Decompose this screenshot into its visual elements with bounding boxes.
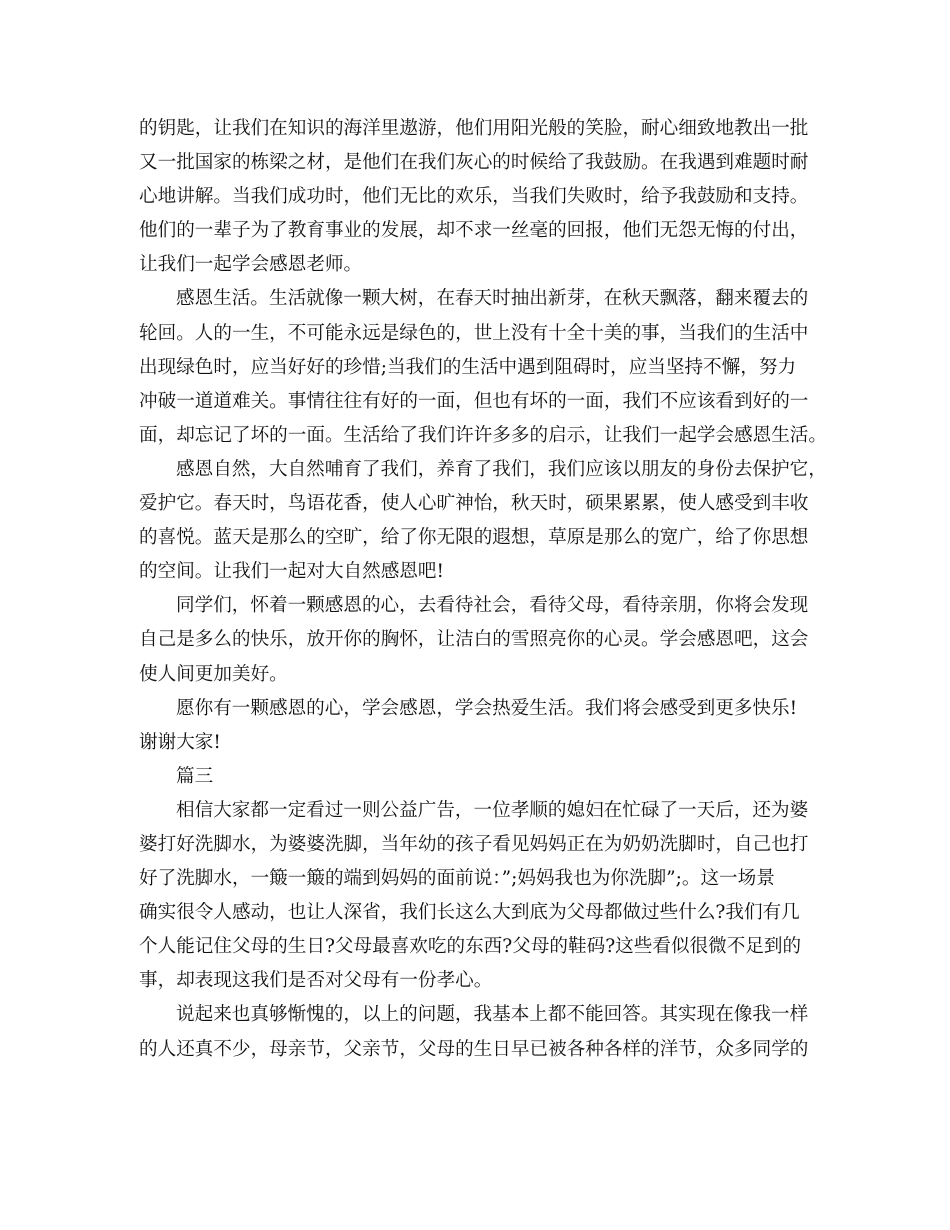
text-line: 感恩生活。生活就像一颗大树，在春天时抽出新芽，在秋天飘落，翻来覆去的 [176,288,809,310]
text-line: 的钥匙，让我们在知识的海洋里遨游，他们用阳光般的笑脸，耐心细致地教出一批 [139,118,809,139]
text-line: 的人还真不少，母亲节，父亲节，父母的生日早已被各种各样的洋节，众多同学的 [139,1038,809,1060]
text-line: 轮回。人的一生，不可能永远是绿色的，世上没有十全十美的事，当我们的生活中 [139,322,809,344]
text-line: 心地讲解。当我们成功时，他们无比的欢乐，当我们失败时，给予我鼓励和支持。 [139,186,809,208]
text-line: 又一批国家的栋梁之材，是他们在我们灰心的时候给了我鼓励。在我遇到难题时耐 [139,152,809,174]
text-line: 愿你有一颗感恩的心，学会感恩，学会热爱生活。我们将会感受到更多快乐! [176,697,798,719]
document-body [139,112,827,1067]
text-line: 婆打好洗脚水，为婆婆洗脚，当年幼的孩子看见妈妈正在为奶奶洗脚时，自己也打 [139,833,809,855]
text-line: 爱护它。春天时，鸟语花香，使人心旷神怡，秋天时，硕果累累，使人感受到丰收 [139,493,809,515]
text-line: 出现绿色时，应当好好的珍惜;当我们的生活中遇到阻碍时，应当坚持不懈，努力 [139,356,797,378]
text-line: 相信大家都一定看过一则公益广告，一位孝顺的媳妇在忙碌了一天后，还为婆 [176,799,809,821]
text-line: 的喜悦。蓝天是那么的空旷，给了你无限的遐想，草原是那么的宽广，给了你思想 [139,527,809,549]
text-line: 冲破一道道难关。事情往往有好的一面，但也有坏的一面，我们不应该看到好的一 [139,390,809,412]
text-line: 同学们，怀着一颗感恩的心，去看待社会，看待父母，看待亲朋，你将会发现 [176,595,809,617]
text-line: 个人能记住父母的生日?父母最喜欢吃的东西?父母的鞋码?这些看似很微不足到的 [139,936,802,958]
text-line: 自己是多么的快乐，放开你的胸怀，让洁白的雪照亮你的心灵。学会感恩吧，这会 [139,629,809,651]
text-line: 好了洗脚水，一簸一簸的端到妈妈的面前说：”;妈妈我也为你洗脚”;。这一场景 [139,868,775,890]
text-line: 事，却表现这我们是否对父母有一份孝心。 [139,970,493,992]
text-line: 他们的一辈子为了教育事业的发展，却不求一丝毫的回报，他们无怨无悔的付出， [139,220,809,242]
text-line: 说起来也真够惭愧的，以上的问题，我基本上都不能回答。其实现在像我一样 [176,1004,809,1026]
text-line: 使人间更加美好。 [139,663,288,685]
text-line: 感恩自然，大自然哺育了我们，养育了我们，我们应该以朋友的身份去保护它， [176,458,827,480]
text-line: 篇三 [176,765,214,787]
text-line: 确实很令人感动，也让人深省，我们长这么大到底为父母都做过些什么?我们有几 [139,902,800,924]
text-line: 让我们一起学会感恩老师。 [139,254,363,276]
text-line: 的空间。让我们一起对大自然感恩吧! [139,561,444,583]
text-line: 面，却忘记了坏的一面。生活给了我们许许多多的启示，让我们一起学会感恩生活。 [139,424,827,446]
text-line: 谢谢大家! [139,731,221,753]
